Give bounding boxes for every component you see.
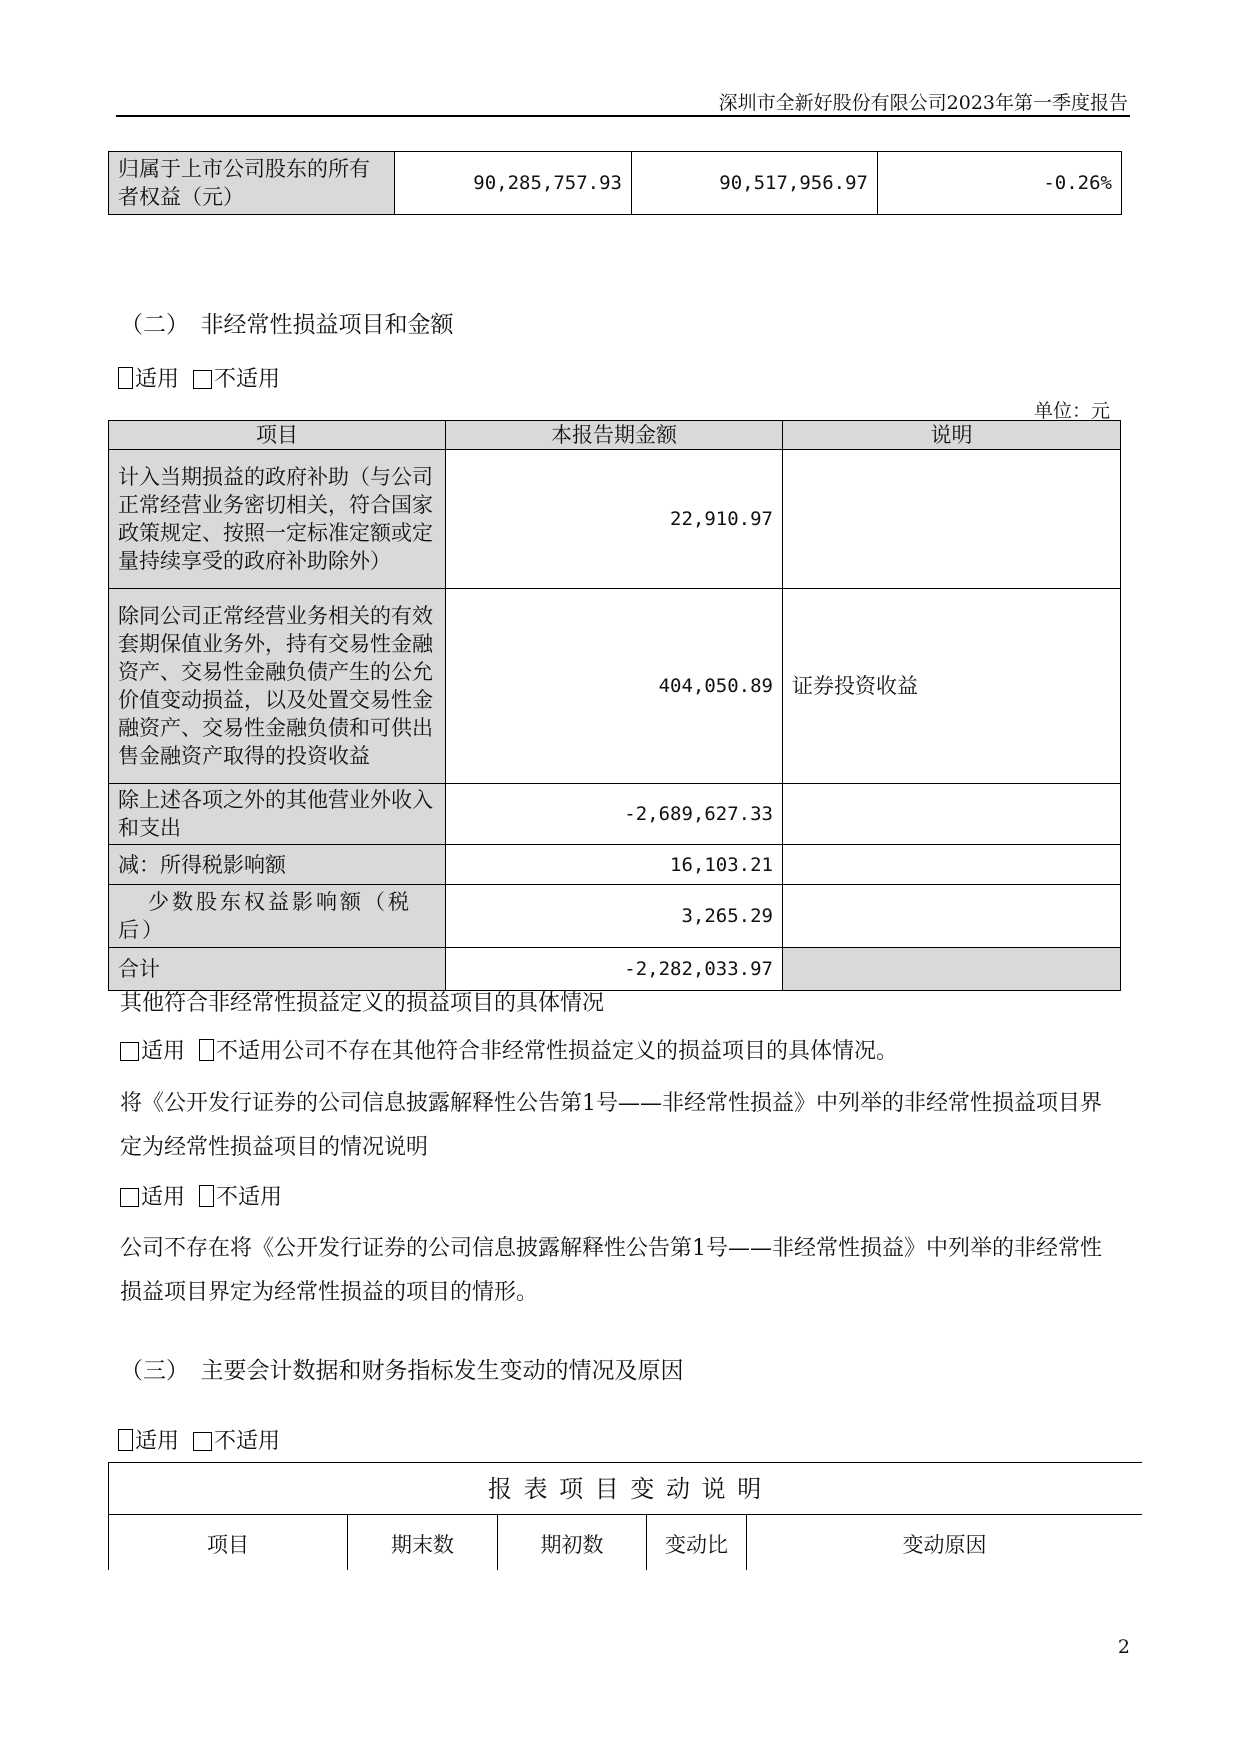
table-row xyxy=(109,885,1121,948)
checked-box-icon xyxy=(199,1039,214,1061)
row-item: 少数股东权益影响额（税后） xyxy=(109,885,446,948)
total-label: 合计 xyxy=(109,948,446,991)
page-number: 2 xyxy=(1117,1636,1130,1658)
column-header-item: 项目 xyxy=(109,421,446,450)
report-header-title: 深圳市全新好股份有限公司2023年第一季度报告 xyxy=(718,92,1128,114)
column-header-note: 说明 xyxy=(783,421,1121,450)
reclass-applicability xyxy=(120,1176,1120,1220)
applicable-label: 适用 xyxy=(135,367,180,392)
nonrecurring-table xyxy=(108,420,1121,991)
changes-table xyxy=(108,1462,1142,1570)
column-header-change-ratio: 变动比 xyxy=(647,1515,747,1571)
applicable-label: 适用 xyxy=(141,1039,186,1064)
empty-checkbox-icon xyxy=(120,1188,139,1207)
checked-box-icon xyxy=(118,1429,133,1451)
row-note xyxy=(783,885,1121,948)
empty-checkbox-icon xyxy=(120,1042,139,1061)
reclass-statement: 公司不存在将《公开发行证券的公司信息披露解释性公告第1号——非经常性损益》中列举的非经常性损益项目界定为经常性损益的项目的情形。 xyxy=(120,1236,1103,1305)
table-row xyxy=(109,845,1121,885)
applicable-label: 适用 xyxy=(135,1429,180,1454)
header-divider xyxy=(116,115,1130,117)
other-items-applicability xyxy=(120,1030,1120,1074)
table-row xyxy=(109,450,1121,589)
column-header-ending: 期末数 xyxy=(348,1515,498,1571)
row-note xyxy=(783,845,1121,885)
changes-table-clip xyxy=(108,1462,1142,1570)
row-amount: 16,103.21 xyxy=(446,845,783,885)
section3-title: （三） 主要会计数据和财务指标发生变动的情况及原因 xyxy=(120,1358,684,1384)
equity-change-percent: -0.26% xyxy=(878,152,1122,215)
table-row xyxy=(109,784,1121,845)
unit-label: 单位：元 xyxy=(1033,400,1110,422)
row-amount: 404,050.89 xyxy=(446,589,783,784)
empty-checkbox-icon xyxy=(193,370,212,389)
row-note xyxy=(783,450,1121,589)
column-header-item: 项目 xyxy=(109,1515,348,1571)
row-note xyxy=(783,784,1121,845)
row-amount: 3,265.29 xyxy=(446,885,783,948)
not-applicable-label: 不适用 xyxy=(214,367,281,392)
equity-previous-value: 90,517,956.97 xyxy=(632,152,878,215)
row-item: 除上述各项之外的其他营业外收入和支出 xyxy=(109,784,446,845)
section2-applicability xyxy=(118,362,280,393)
applicable-label: 适用 xyxy=(141,1185,186,1210)
other-items-statement: 不适用公司不存在其他符合非经常性损益定义的损益项目的具体情况。 xyxy=(216,1039,899,1064)
section3-applicability xyxy=(118,1424,280,1455)
column-header-amount: 本报告期金额 xyxy=(446,421,783,450)
row-amount: 22,910.97 xyxy=(446,450,783,589)
row-item: 减：所得税影响额 xyxy=(109,845,446,885)
checked-box-icon xyxy=(199,1185,214,1207)
reclass-description: 将《公开发行证券的公司信息披露解释性公告第1号——非经常性损益》中列举的非经常性损益项目界定为经常性损益项目的情况说明 xyxy=(120,1091,1103,1160)
not-applicable-label: 不适用 xyxy=(216,1185,283,1210)
not-applicable-label: 不适用 xyxy=(214,1429,281,1454)
row-amount: -2,689,627.33 xyxy=(446,784,783,845)
row-item: 除同公司正常经营业务相关的有效套期保值业务外，持有交易性金融资产、交易性金融负债产生的公允价值变动损益，以及处置交易性金融资产、交易性金融负债和可供出售金融资产取得的投资收益 xyxy=(109,589,446,784)
total-amount: -2,282,033.97 xyxy=(446,948,783,991)
equity-current-value: 90,285,757.93 xyxy=(395,152,632,215)
table-row xyxy=(109,589,1121,784)
equity-table xyxy=(108,151,1122,215)
empty-checkbox-icon xyxy=(193,1432,212,1451)
other-items-title: 其他符合非经常性损益定义的损益项目的具体情况 xyxy=(120,991,605,1016)
checked-box-icon xyxy=(118,367,133,389)
changes-table-title: 报 表 项 目 变 动 说 明 xyxy=(109,1463,1143,1515)
column-header-reason: 变动原因 xyxy=(747,1515,1143,1571)
equity-label: 归属于上市公司股东的所有者权益（元） xyxy=(109,152,395,215)
row-item: 计入当期损益的政府补助（与公司正常经营业务密切相关，符合国家政策规定、按照一定标准定额或定量持续享受的政府补助除外） xyxy=(109,450,446,589)
section2-title: （二） 非经常性损益项目和金额 xyxy=(120,312,454,338)
row-note: 证券投资收益 xyxy=(783,589,1121,784)
column-header-beginning: 期初数 xyxy=(498,1515,647,1571)
